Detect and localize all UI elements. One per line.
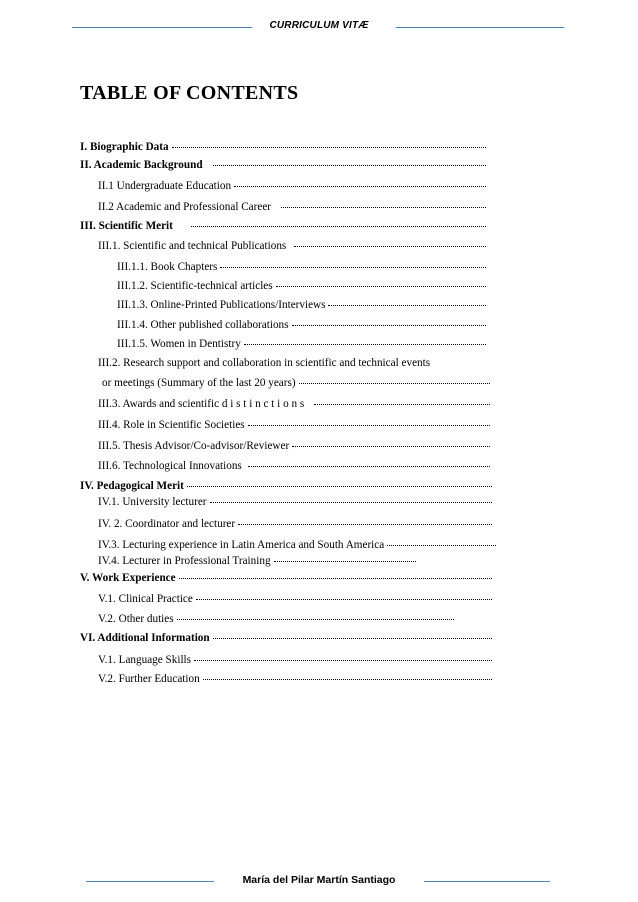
dot-leader [203, 678, 492, 680]
dot-leader [248, 465, 490, 467]
toc-entry[interactable]: III.1.1. Book Chapters [117, 260, 486, 274]
toc-title: TABLE OF CONTENTS [80, 82, 299, 104]
toc-entry[interactable]: II. Academic Background [80, 158, 486, 172]
toc-entry[interactable]: II.2 Academic and Professional Career [98, 200, 486, 214]
dot-leader [244, 343, 486, 345]
toc-entry[interactable]: III.2. Research support and collaboration in scientific and technical events [98, 357, 431, 369]
footer-author: María del Pilar Martín Santiago [242, 874, 396, 886]
dot-leader [191, 225, 486, 227]
dot-leader [274, 560, 416, 562]
dot-leader [187, 485, 492, 487]
dot-leader [299, 382, 490, 384]
toc-entry[interactable]: III. Scientific Merit [80, 219, 486, 233]
dot-leader [179, 577, 492, 579]
toc-entry[interactable]: or meetings (Summary of the last 20 years) [102, 376, 490, 390]
toc-entry[interactable]: III.3. Awards and scientific d i s t i n c t i o n s [98, 397, 490, 411]
dot-leader [213, 637, 492, 639]
dot-leader [220, 266, 486, 268]
dot-leader [248, 424, 490, 426]
dot-leader [196, 598, 492, 600]
dot-leader [276, 285, 486, 287]
dot-leader [387, 544, 496, 546]
toc-entry[interactable]: III.1.5. Women in Dentistry [117, 337, 486, 351]
dot-leader [177, 618, 454, 620]
toc-entry[interactable]: III.1.4. Other published collaborations [117, 318, 486, 332]
footer-rule-right [424, 881, 550, 882]
header-rule-right [396, 27, 564, 28]
toc-entry[interactable]: III.1.3. Online-Printed Publications/Interviews [117, 298, 486, 312]
toc-entry[interactable]: III.1. Scientific and technical Publications [98, 239, 486, 253]
dot-leader [292, 324, 487, 326]
dot-leader [210, 501, 492, 503]
toc-entry[interactable]: V.2. Further Education [98, 672, 492, 686]
toc-entry[interactable]: III.5. Thesis Advisor/Co-advisor/Reviewer [98, 439, 490, 453]
page-header [0, 14, 638, 38]
dot-leader [294, 245, 486, 247]
toc-entry[interactable]: IV.4. Lecturer in Professional Training [98, 554, 416, 568]
toc-entry[interactable]: III.4. Role in Scientific Societies [98, 418, 490, 432]
toc-entry[interactable]: I. Biographic Data [80, 140, 486, 154]
dot-leader [234, 185, 486, 187]
toc-entry[interactable]: V. Work Experience [80, 571, 492, 585]
toc-entry[interactable]: IV. 2. Coordinator and lecturer [98, 517, 492, 531]
dot-leader [292, 445, 490, 447]
toc-entry[interactable]: IV.1. University lecturer [98, 495, 492, 509]
dot-leader [194, 659, 492, 661]
dot-leader [281, 206, 486, 208]
dot-leader [328, 304, 486, 306]
toc-entry[interactable]: III.6. Technological Innovations [98, 459, 490, 473]
header-title: CURRICULUM VITÆ [269, 20, 369, 31]
toc-entry[interactable]: V.2. Other duties [98, 612, 454, 626]
dot-leader [238, 523, 492, 525]
toc-entry[interactable]: II.1 Undergraduate Education [98, 179, 486, 193]
dot-leader [314, 403, 490, 405]
toc-entry[interactable]: V.1. Language Skills [98, 653, 492, 667]
page-footer [0, 872, 638, 892]
toc-entry[interactable]: VI. Additional Information [80, 631, 492, 645]
toc-entry[interactable]: IV. Pedagogical Merit [80, 479, 492, 493]
toc-entry[interactable]: V.1. Clinical Practice [98, 592, 492, 606]
dot-leader [172, 146, 486, 148]
toc-entry[interactable]: III.1.2. Scientific-technical articles [117, 279, 486, 293]
dot-leader [213, 164, 486, 166]
toc-entry[interactable]: IV.3. Lecturing experience in Latin America and South America [98, 538, 496, 552]
